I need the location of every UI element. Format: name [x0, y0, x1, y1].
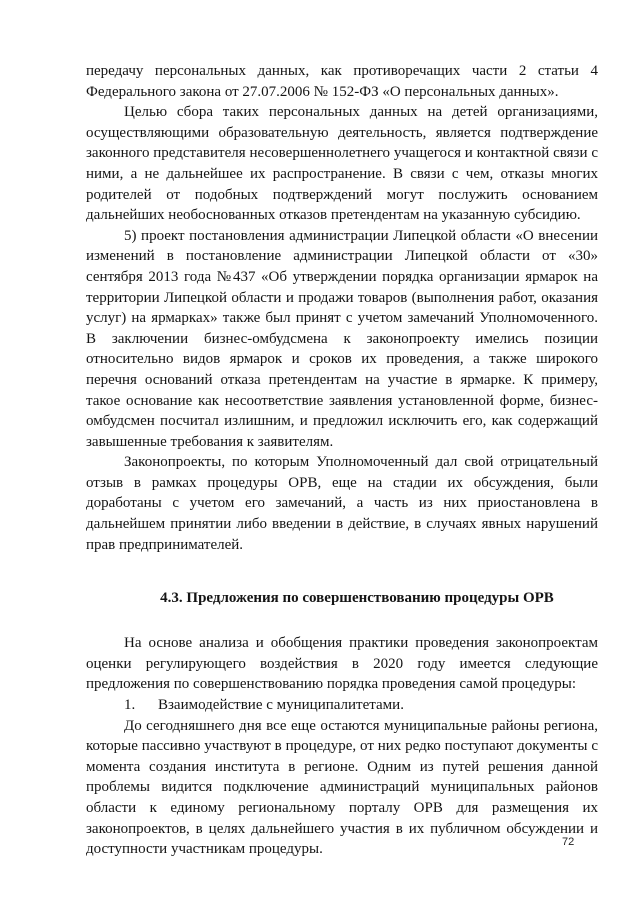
paragraph-municipalities: До сегодняшнего дня все еще остаются муниципальные районы региона, которые пассивно участвуют в процедуре, от них редко поступают документы с момента создания института в регионе. Одним из путей решения данной проблемы видится подключение администраций муниципальных районов области к единому региональному порталу ОРВ для размещения их законопроектов, в целях дальнейшего участия в их публичном обсуждении и доступности участникам процедуры.: [86, 717, 598, 858]
paragraph-continuation: передачу персональных данных, как противоречащих части 2 статьи 4 Федерального закона от 27.07.2006 № 152-ФЗ «О персональных данных».: [86, 63, 598, 100]
page-body: [86, 61, 598, 860]
list-item-number: 1.: [124, 697, 136, 714]
section-heading: 4.3. Предложения по совершенствованию процедуры ОРВ: [160, 590, 554, 607]
list-item-1: [86, 695, 598, 716]
page-number: 72: [562, 836, 575, 848]
paragraph-bills-revised: Законопроекты, по которым Уполномоченный дал свой отрицательный отзыв в рамках процедуры ОРВ, еще на стадии их обсуждения, были доработаны с учетом его замечаний, а часть из них приостановлена в дальнейшем принятии либо введении в действие, в случаях явных нарушений прав предпринимателей.: [86, 454, 598, 553]
spacer: [86, 608, 598, 633]
list-item-text: Взаимодействие с муниципалитетами.: [158, 697, 404, 714]
paragraph-item-5: 5) проект постановления администрации Липецкой области «О внесении изменений в постановление администрации Липецкой области от «30» сентября 2013 года №437 «Об утверждении порядка организации ярмарок на территории Липецкой области и продажи товаров (выполнения работ, оказания услуг) на ярмарках» также был принят с учетом замечаний Уполномоченного. В заключении бизнес-омбудсмена к законопроекту имелись позиции относительно видов ярмарок и сроков их проведения, а также широкого перечня оснований отказа претендентам на участие в ярмарке. К примеру, такое основание как несоответствие заявления установленной форме, бизнес-омбудсмен посчитал излишним, и предложил исключить его, как содержащий завышенные требования к заявителям.: [86, 227, 598, 450]
paragraph-data-collection: Целью сбора таких персональных данных на детей организациями, осуществляющими образовательную деятельность, является подтверждение законного представителя несовершеннолетнего учащегося и контактной связи с ними, а не дальнейшее их распространение. В связи с чем, отказы многих родителей от подобных подтверждений могут послужить основанием дальнейших необоснованных отказов претендентам на указанную субсидию.: [86, 104, 598, 224]
paragraph-intro: На основе анализа и обобщения практики проведения законопроектам оценки регулирующего воздействия в 2020 году имеется следующие предложения по совершенствованию порядка проведения самой процедуры:: [86, 635, 598, 693]
